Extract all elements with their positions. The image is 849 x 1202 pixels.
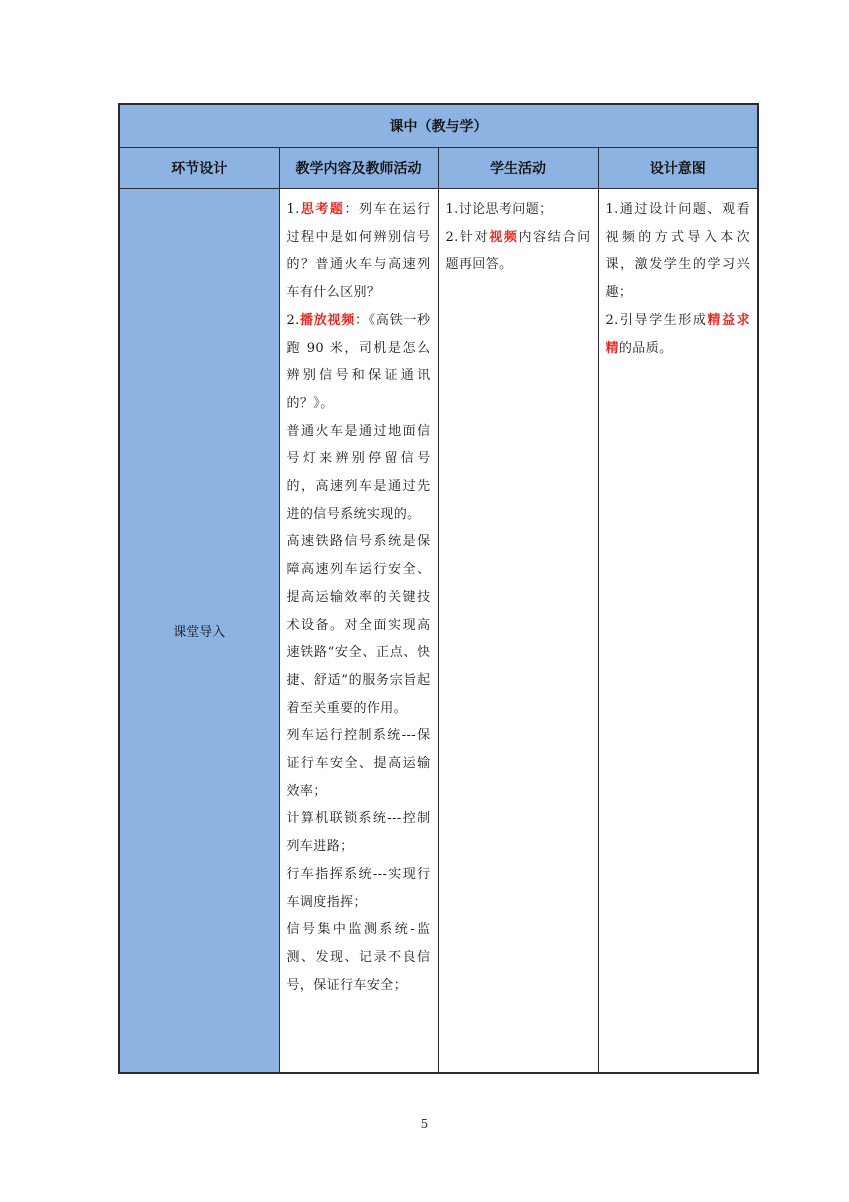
student-paragraph-2 bbox=[446, 224, 591, 279]
student-p2-post: 内容结合问题再回答。 bbox=[445, 229, 591, 273]
content-paragraph-5: 列车运行控制系统---保证行车安全、提高运输效率； bbox=[286, 728, 431, 799]
student-paragraph-1: 1.讨论思考问题； bbox=[445, 202, 553, 217]
lesson-plan-table bbox=[118, 103, 759, 1074]
content-p1-highlight: 思考题 bbox=[299, 202, 345, 217]
header-intent-label: 设计意图 bbox=[649, 161, 706, 177]
intent-paragraph-1: 1.通过设计问题、观看视频的方式导入本次课，激发学生的学习兴趣； bbox=[605, 202, 750, 301]
content-paragraph-8: 信号集中监测系统-监测、发现、记录不良信号，保证行车安全； bbox=[286, 922, 431, 993]
header-content bbox=[279, 148, 438, 189]
intent-p2-highlight: 精益求精 bbox=[605, 312, 750, 356]
student-p2-highlight: 视频 bbox=[489, 229, 519, 245]
content-paragraph-2 bbox=[287, 307, 431, 418]
header-stage-label: 环节设计 bbox=[171, 161, 228, 177]
header-stage bbox=[119, 148, 279, 189]
content-p1-text: ：列车在运行过程中是如何辨别信号的？普通火车与高速列车有什么区别？ bbox=[286, 202, 431, 301]
intent-p2-post: 的品质。 bbox=[618, 340, 673, 356]
header-student-label: 学生活动 bbox=[490, 161, 546, 177]
banner-title: 课中（教与学） bbox=[389, 119, 488, 135]
content-p2-text: ：《高铁一秒跑 90 米，司机是怎么辨别信号和保证通讯的？》。 bbox=[286, 312, 431, 411]
content-paragraph-1 bbox=[287, 196, 431, 307]
content-paragraph-4: 高速铁路信号系统是保障高速列车运行安全、提高运输效率的关键技术设备。对全面实现高速铁路“安全、正点、快捷、舒适”的服务宗旨起着至关重要的作用。 bbox=[286, 534, 431, 716]
header-content-label: 教学内容及教师活动 bbox=[295, 161, 422, 177]
intent-cell bbox=[598, 189, 758, 1073]
table-banner bbox=[119, 104, 758, 148]
student-p2-pre: 2.针对 bbox=[445, 229, 490, 245]
content-paragraph-7: 行车指挥系统---实现行车调度指挥； bbox=[286, 866, 431, 910]
page-number: 5 bbox=[420, 1117, 429, 1131]
stage-label: 课堂导入 bbox=[173, 624, 226, 640]
content-paragraph-3: 普通火车是通过地面信号灯来辨别停留信号的，高速列车是通过先进的信号系统实现的。 bbox=[286, 423, 431, 522]
content-p2-number: 2. bbox=[286, 312, 300, 328]
intent-p2-pre: 2.引导学生形成 bbox=[605, 312, 708, 328]
content-p1-number: 1. bbox=[286, 202, 300, 217]
content-paragraph-6: 计算机联锁系统---控制列车进路； bbox=[286, 811, 431, 855]
intent-paragraph-2 bbox=[606, 307, 751, 362]
content-p2-highlight: 播放视频 bbox=[299, 312, 355, 328]
header-student bbox=[438, 148, 598, 189]
content-cell bbox=[279, 189, 438, 1073]
student-cell bbox=[438, 189, 598, 1073]
stage-cell bbox=[119, 189, 279, 1073]
header-intent bbox=[598, 148, 758, 189]
